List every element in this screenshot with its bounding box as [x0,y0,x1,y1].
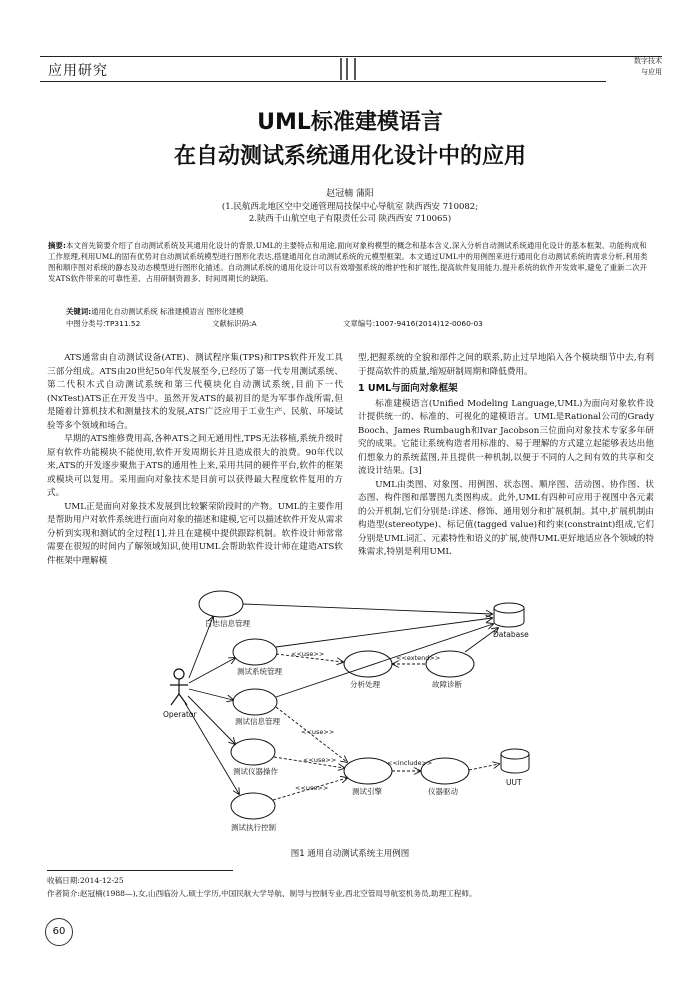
keywords-label: 关键词: [66,307,92,316]
clc-number: 中图分类号:TP311.52 [66,319,141,328]
stereotype-extend: <<extend>> [396,654,441,662]
body-paragraph: UML由类图、对象图、用例图、状态图、顺序图、活动图、协作图、状态图、构件图和部署图九类图构成。此外,UML有四种可应用于视图中各元素的公开机制,它们分别是:详述、修饰、通用划分和扩展机制。其中,扩展机制由构造型(stereotype)、标记值(tagged value)和约束(constraint)组成,它们分别是UML词汇、元素特性和语义的扩展,使得UML更好地适应各个领域的特殊需求,特别是利用UML [358,479,654,557]
section-heading: 1 UML与面向对象框架 [358,383,458,394]
label-instrument-driver: 仪器驱动 [428,787,458,796]
header-top-rule [40,56,662,57]
abstract-text: 本文首先简要介绍了自动测试系统及其通用化设计的背景,UML的主要特点和用途,面向对象构模型的概念和基本含义,深入分析自动测试系统通用化设计的基本框架、功能构成和工作原理,利用UML的固有优势对自动测试系统模型进行图形化表达,搭建通用化自动测试系统的元模型框架。本文通过UML中的用例图来进行通用化自动测试系统的需求分析,利用类图和顺序图对系统的静态及动态模型进行图形化描述。自动测试系统的通用化设计可以有效增强系统的维护性和扩展性,提高软件复用能力,提升系统的软件开发效率,避免了重新二次开发ATS软件带来的可靠性差、占用研制资源多、时间周期长的缺陷。 [48,241,648,283]
keywords-text: 通用化自动测试系统 标准建模语言 图形化建模 [91,307,244,316]
label-fault-diagnosis: 故障诊断 [432,680,462,689]
abstract-label: 摘要: [48,241,67,250]
label-log-management: 日志信息管理 [205,619,250,628]
label-analysis: 分析处理 [350,680,380,689]
header-divider [346,58,348,80]
body-paragraph: UML正是面向对象技术发展到比较繁荣阶段时的产物。UML的主要作用是帮助用户对软件系统进行面向对象的描述和建模,它可以描述软件开发从需求分析到实现和测试的全过程[1],并且在建模中提供跟踪机制。软件设计师常常需要在很短的时间内了解领域知识,使用UML会帮助软件设计师在建造ATS软件框架中理解模 [47,501,343,566]
operator-actor [170,669,188,705]
section-label: 应用研究 [48,63,108,79]
use-case-diagram [155,586,545,836]
uut-icon [501,749,529,773]
use-case-test-engine [344,758,392,784]
authors: 赵冠楠 蒲阳 [326,189,374,199]
label-uut: UUT [506,778,522,787]
affiliation-2: 2.陕西千山航空电子有限责任公司 陕西西安 710065) [248,214,452,224]
use-case-log-management [199,591,243,617]
magazine-name-line1: 数字技术 [634,57,662,65]
use-case-info-management [233,689,277,715]
label-instrument-operation: 测试仪器操作 [233,767,278,776]
title-line-2: 在自动测试系统通用化设计中的应用 [173,144,526,169]
stereotype-include: <<include>> [387,759,433,767]
header-bottom-rule [40,81,606,82]
body-paragraph: ATS通常由自动测试设备(ATE)、测试程序集(TPS)和TPS软件开发工具三部分组成。ATS由20世纪50年代发展至今,已经历了第一代专用测试系统、第二代积木式自动测试系统和第三代模块化自动测试系统,目前下一代(NxTest)ATS正在开发当中。虽然开发ATS的最初目的是为军事作战所需,但是随着计算机技术和测量技术的发展,ATS广泛应用于工业生产、民航、环境试验等多个领域和场合。 [47,353,343,431]
stereotype-use: <<use>> [295,784,329,792]
article-title [0,106,700,174]
affiliations [0,201,700,225]
body-paragraph: 型,把握系统的全貌和部件之间的联系,防止过早地陷入各个模块细节中去,有利于提高软件的质量,缩短研制周期和降低费用。 [358,353,654,377]
magazine-logo [610,56,662,82]
page-number: 60 [45,918,73,946]
header-divider [340,58,342,80]
affiliation-1: (1.民航西北地区空中交通管理局技保中心导航室 陕西西安 710082; [221,202,479,212]
body-paragraph: 早期的ATS维修费用高,各种ATS之间无通用性,TPS无法移植,系统升级时原有软件功能模块不能使用,软件开发周期长并且造成很大的浪费。90年代以来,ATS的开发逐步聚焦于ATS的通用性上来,采用共同的硬件平台,软件的框架或模块可以复用。采用面向对象技术是目前可以获得最大程度软件复用的方式。 [47,434,343,498]
use-case-system-management [233,639,277,665]
article-number: 文章编号:1007-9416(2014)12-0060-03 [343,319,483,328]
label-execution-control: 测试执行控制 [231,823,276,832]
label-database: Database [493,630,529,639]
body-column-right [358,352,654,560]
keywords [66,306,656,317]
magazine-name-line2: 与应用 [641,68,662,76]
label-test-engine: 测试引擎 [352,787,382,796]
abstract [48,240,654,284]
running-header [40,56,662,82]
footnotes [47,874,667,900]
label-operator: Operator [163,710,197,719]
stereotype-use: <<use>> [291,650,325,658]
actor-associations [185,617,239,794]
label-info-management: 测试信息管理 [235,717,280,726]
header-divider [354,58,356,80]
label-system-management: 测试系统管理 [237,667,282,676]
use-case-execution-control [231,793,275,819]
stereotype-use: <<use>> [301,728,335,736]
body-column-left [47,352,343,568]
database-icon [494,603,524,627]
author-bio: 作者简介:赵冠楠(1988—),女,山西临汾人,硕士学历,中国民航大学导航、制导与控制专业,西北空管局导航室机务员,助理工程师。 [47,889,477,898]
received-date: 收稿日期:2014-12-25 [47,876,124,885]
use-case-instrument-operation [231,739,275,765]
footnote-rule [47,870,233,871]
figure-caption: 图1 通用自动测试系统主用例图 [290,849,410,859]
title-line-1: UML标准建模语言 [257,110,443,135]
stereotype-use: <<use>> [303,756,337,764]
document-code: 文献标识码:A [212,319,257,328]
use-case-analysis [344,651,392,677]
body-paragraph: 标准建模语言(Unified Modeling Language,UML)为面向对象软件设计提供统一的、标准的、可视化的建模语言。UML是Rational公司的Grady Booch、James Rumbaugh和Ivar Jacobson三位面向对象技术专家多年研究的成果。它能让系统构造者用标准的、易于理解的方式建立起能够表达出他们想象力的系统蓝图,并且提供一种机制,以便于不同的人之间有效的共享和交流设计结果。[3] [358,398,654,476]
